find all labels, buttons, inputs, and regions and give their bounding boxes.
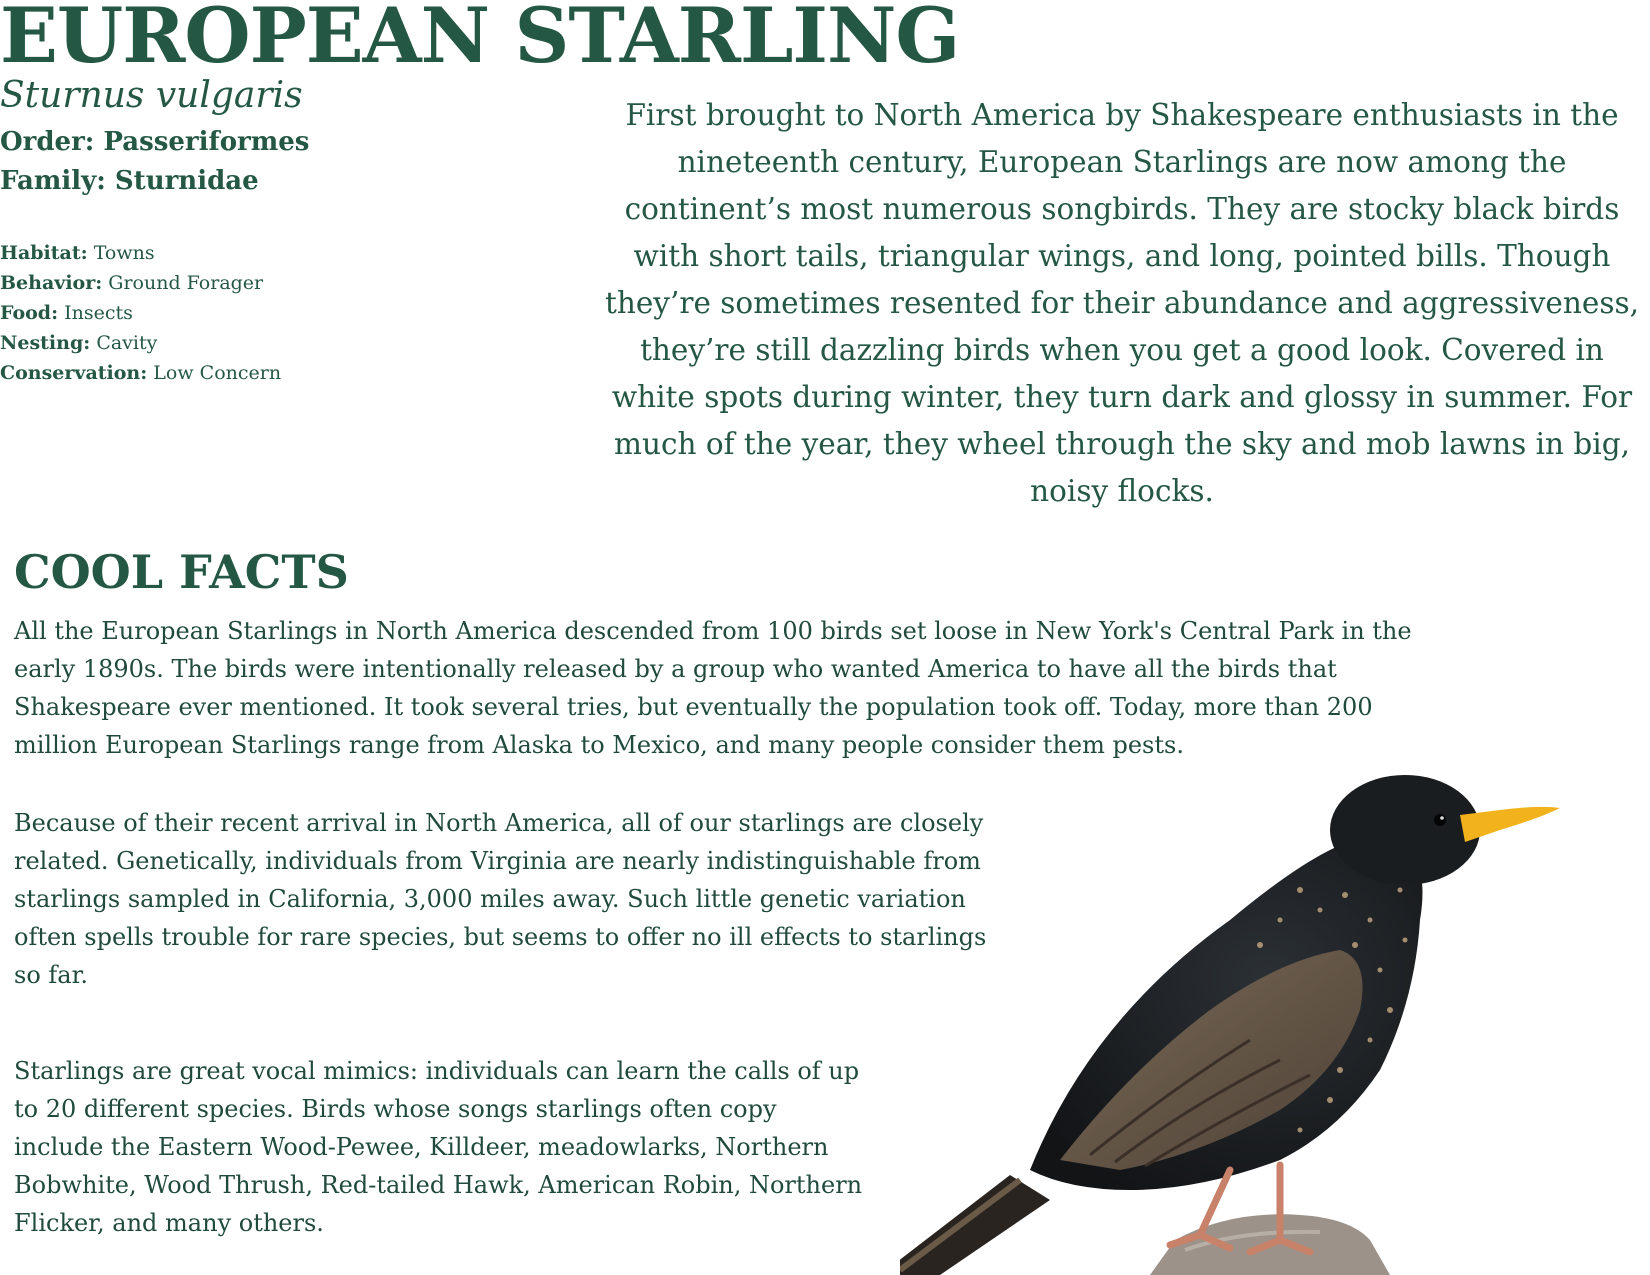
- intro-paragraph: First brought to North America by Shakespeare enthusiasts in the nineteenth century, European Starlings are now among the continent’s most numerous songbirds. They are stocky black birds with short tails, triangular wings, and long, pointed bills. Though they’re sometimes resented for their abundance and aggressiveness, they’re still dazzling birds when you get a good look. Covered in white spots during winter, they turn dark and glossy in summer. For much of the year, they wheel through the sky and mob lawns in big, noisy flocks.: [605, 98, 1639, 508]
- starling-illustration: [900, 770, 1600, 1275]
- cool-fact-paragraph: All the European Starlings in North America descended from 100 birds set loose in New York's Central Park in the early 1890s. The birds were intentionally released by a group who wanted America to have all the birds that Shakespeare ever mentioned. It took several tries, but eventually the population took off. Today, more than 200 million European Starlings range from Alaska to Mexico, and many people consider them pests.: [14, 617, 1412, 759]
- trait-value: Insects: [64, 302, 133, 324]
- trait-label: Conservation:: [0, 362, 148, 384]
- trait-nesting: [0, 328, 281, 358]
- taxonomy-order: Order: Passeriformes: [0, 127, 310, 157]
- page-title: EUROPEAN STARLING: [0, 0, 960, 80]
- starling-eye: [1434, 814, 1446, 826]
- taxonomy-family: Family: Sturnidae: [0, 166, 259, 196]
- trait-food: [0, 298, 281, 328]
- scientific-name: Sturnus vulgaris: [0, 75, 303, 116]
- starling-head: [1330, 775, 1480, 885]
- trait-value: Low Concern: [153, 362, 282, 384]
- trait-label: Habitat:: [0, 242, 88, 264]
- cool-fact-paragraph: Because of their recent arrival in North America, all of our starlings are closely related. Genetically, individuals from Virginia are nearly indistinguishable from starlings sampled in California, 3,000 miles away. Such little genetic variation often spells trouble for rare species, but seems to offer no ill effects to starlings so far.: [14, 809, 987, 989]
- trait-label: Behavior:: [0, 272, 103, 294]
- trait-conservation: [0, 358, 281, 388]
- cool-fact-paragraph: Starlings are great vocal mimics: individuals can learn the calls of up to 20 different species. Birds whose songs starlings often copy include the Eastern Wood-Pewee, Killdeer, meadowlarks, Northern Bobwhite, Wood Thrush, Red-tailed Hawk, American Robin, Northern Flicker, and many others.: [14, 1057, 863, 1237]
- trait-value: Cavity: [96, 332, 158, 354]
- trait-value: Ground Forager: [108, 272, 264, 294]
- trait-value: Towns: [93, 242, 155, 264]
- trait-behavior: [0, 268, 281, 298]
- traits-list: [0, 238, 281, 388]
- trait-label: Nesting:: [0, 332, 91, 354]
- cool-facts-heading: COOL FACTS: [14, 545, 349, 599]
- trait-habitat: [0, 238, 281, 268]
- trait-label: Food:: [0, 302, 59, 324]
- starling-tail: [900, 1175, 1050, 1275]
